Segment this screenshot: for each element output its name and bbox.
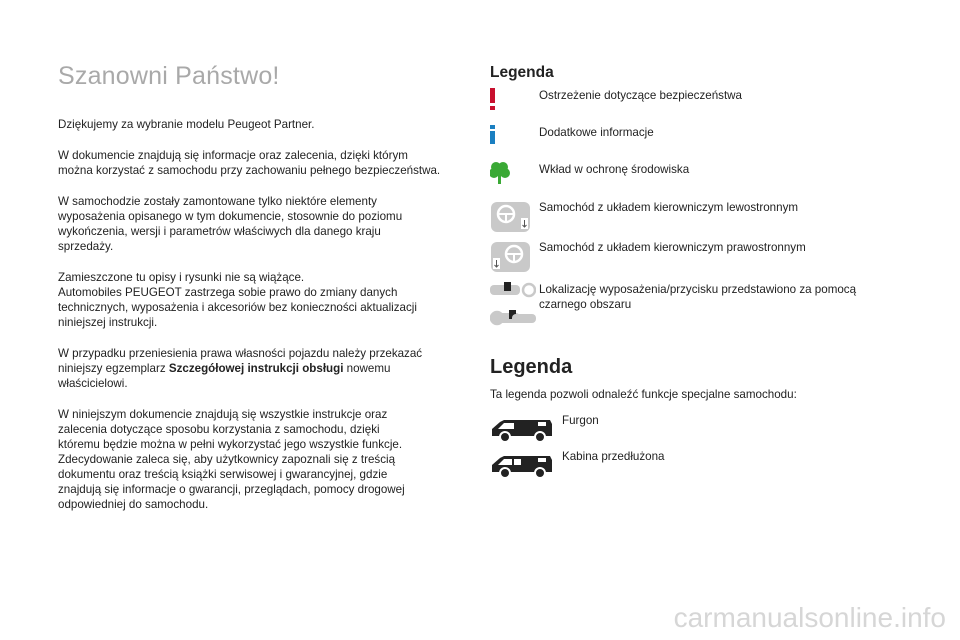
ownership-text-bold: Szczegółowej instrukcji obsługi [168,362,344,375]
legend-item-label: Lokalizację wyposażenia/przycisku przedstawiono za pomocą czarnego obszaru [539,283,857,311]
paragraph-ownership-transfer [58,346,458,391]
environment-tree-icon [490,162,536,196]
vehicle-legend-title: Legenda [490,356,573,378]
legend-item-label: Samochód z układem kierowniczym prawostronnym [539,241,806,254]
left-hand-drive-icon [490,200,536,234]
vehicle-legend-intro: Ta legenda pozwoli odnaleźć funkcje specjalne samochodu: [490,388,797,401]
legend-item-label: Dodatkowe informacje [539,126,654,139]
warning-icon [490,88,536,122]
van-icon [490,414,554,444]
intro-column [58,62,458,528]
legend-column [490,64,910,463]
paragraph-thanks: Dziękujemy za wybranie modelu Peugeot Partner. [58,118,315,131]
paragraph-not-binding: Zamieszczone tu opisy i rysunki nie są wiążące. Automobiles PEUGEOT zastrzega sobie prawo do zmiany danych technicznych, wyposażenia i akcesoriów bez konieczności aktualizacji niniejszej instrukcji. [58,271,417,329]
paragraph-instructions: W niniejszym dokumencie znajdują się wszystkie instrukcje oraz zalecenia dotyczące sposobu korzystania z samochodu, dzięki któremu będzie można w pełni wykorzystać jego wszystkie funkcje. Zdecydowanie zaleca się, aby użytkownicy zapoznali się z treścią dokumentu oraz treścią książki serwisowej i gwarancyjnej, gdzie znajdują się informacje o gwarancji, przeglądach, pomocy drogowej odpowiedniej do samochodu. [58,408,405,511]
ownership-text-end: nowemu właścicielowi. [58,362,391,390]
legend-title: Legenda [490,64,554,81]
right-hand-drive-icon [490,240,536,274]
watermark: carmanualsonline.info [673,602,946,633]
control-location-icon [490,282,536,334]
legend-item-label: Wkład w ochronę środowiska [539,163,690,176]
legend-item-label: Ostrzeżenie dotyczące bezpieczeństwa [539,89,742,102]
legend-item-label: Samochód z układem kierowniczym lewostronnym [539,201,799,214]
paragraph-equipment: W samochodzie zostały zamontowane tylko niektóre elementy wyposażenia opisanego w tym dokumencie, stosownie do poziomu wykończenia, wersji i parametrów właściwych dla danego kraju sprzedaży. [58,195,403,253]
ownership-text-start: W przypadku przeniesienia prawa własności pojazdu należy przekazać niniejszy egzemplarz [58,347,423,375]
page-title: Szanowni Państwo! [58,62,280,90]
vehicle-item-label: Kabina przedłużona [562,450,665,463]
extended-cab-van-icon [490,450,554,480]
info-icon [490,125,536,159]
vehicle-item-label: Furgon [562,414,599,427]
paragraph-document-info: W dokumencie znajdują się informacje oraz zalecenia, dzięki którym można korzystać z samochodu przy zachowaniu pełnego bezpieczeństwa. [58,149,441,177]
